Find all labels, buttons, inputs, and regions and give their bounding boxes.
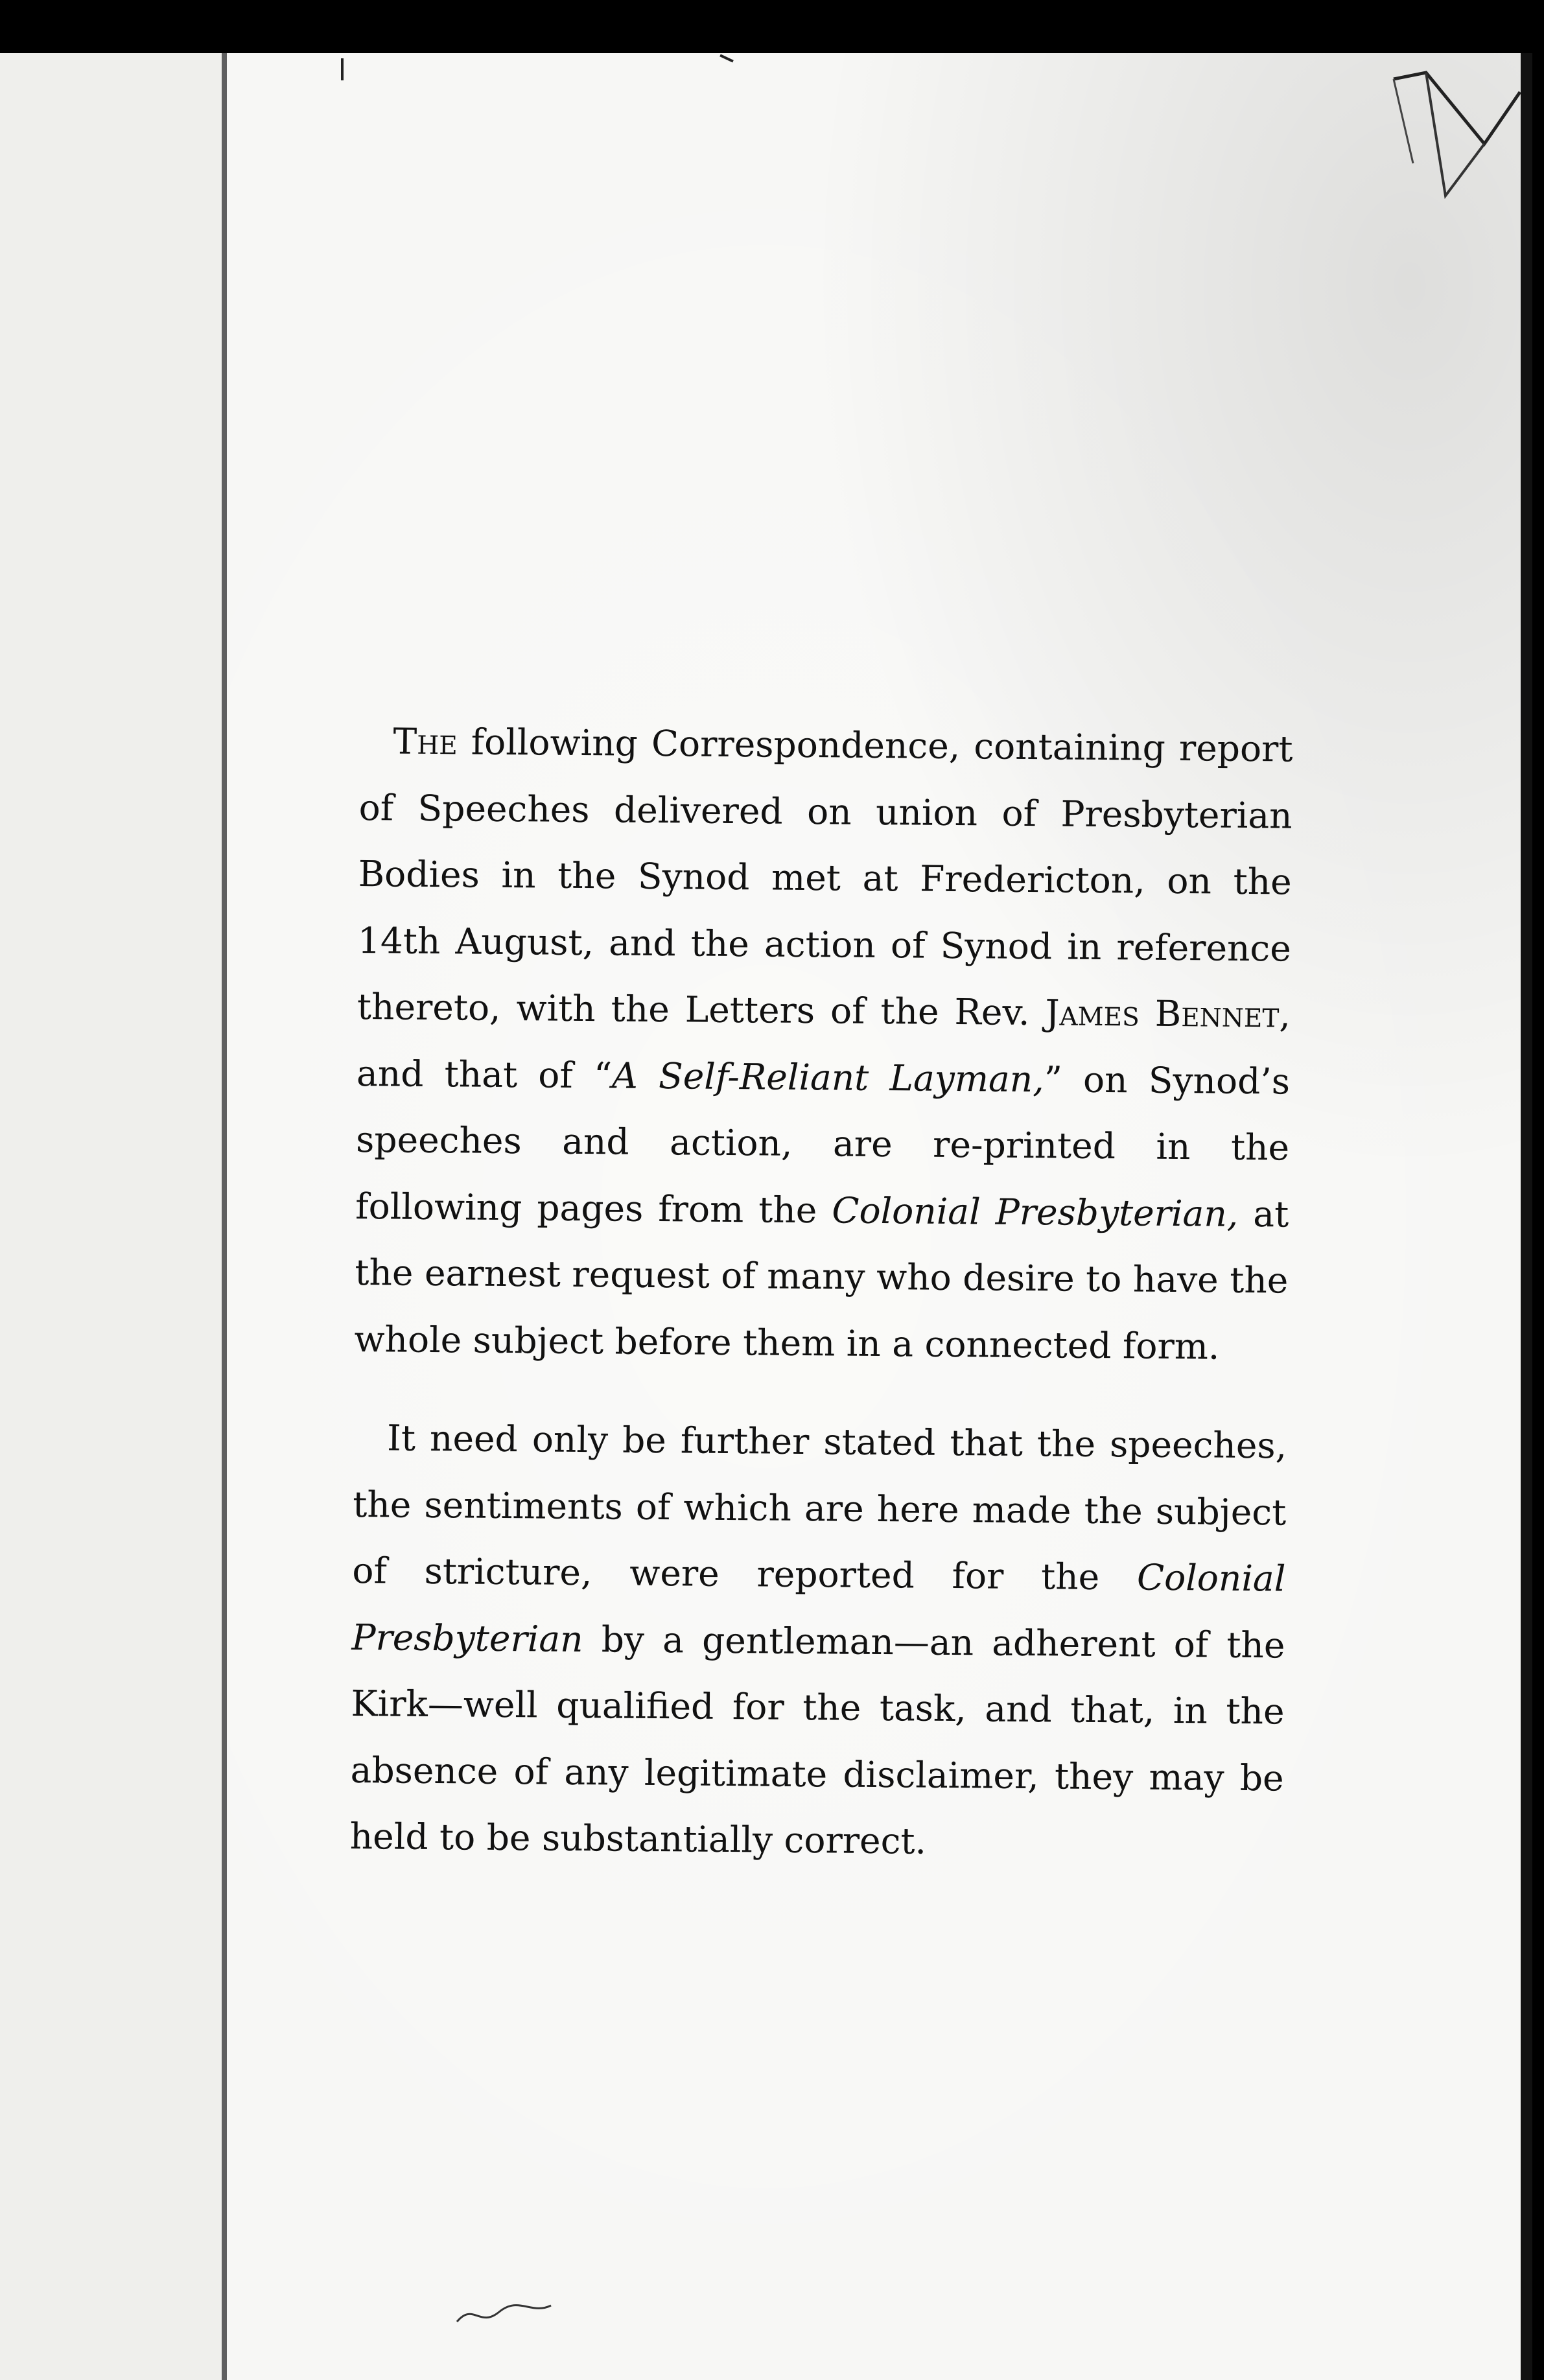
left-margin-strip	[0, 53, 222, 2380]
scan-speck	[341, 58, 344, 80]
body-text	[349, 708, 1293, 1910]
folded-corner-mark	[1387, 66, 1523, 261]
paragraph-1	[354, 708, 1293, 1381]
text-segment: ” on Synod’s speeches and action, are re-printed in the following pages from the	[355, 1058, 1291, 1231]
text-segment: at the earnest request of many who desire to have the whole subject before them in a connected form.	[354, 1193, 1289, 1368]
scribble-mark	[454, 2289, 557, 2335]
paragraph-2	[349, 1405, 1287, 1878]
text-segment: following Correspondence, containing report of Speeches delivered on union of Presbyterian Bodies in the Synod met at Fredericton, on the 14th August, and the action of Synod in reference thereto, with the Letters of the Rev.	[357, 721, 1293, 1034]
right-scan-edge	[1521, 53, 1532, 2380]
binding-fold-line	[222, 53, 227, 2380]
text-segment: Colonial Presbyterian,	[832, 1189, 1239, 1235]
text-segment: It need only be further stated that the speeches, the sentiments of which are here made the subject of stricture, were reported for the	[352, 1417, 1287, 1598]
paper-page	[0, 53, 1532, 2380]
text-segment: James Bennet	[1045, 992, 1280, 1036]
text-segment: , and that of “	[356, 994, 1291, 1096]
text-segment: by a gentleman—an adherent of the Kirk—well qualified for the task, and that, in the absence of any legitimate disclaimer, they may be held to be substantially correct.	[349, 1618, 1285, 1862]
text-segment: A Self-Reliant Layman,	[611, 1054, 1045, 1100]
scan-speck	[719, 54, 734, 63]
text-segment: Colonial Presbyterian	[351, 1556, 1286, 1660]
text-segment: The	[393, 720, 458, 763]
